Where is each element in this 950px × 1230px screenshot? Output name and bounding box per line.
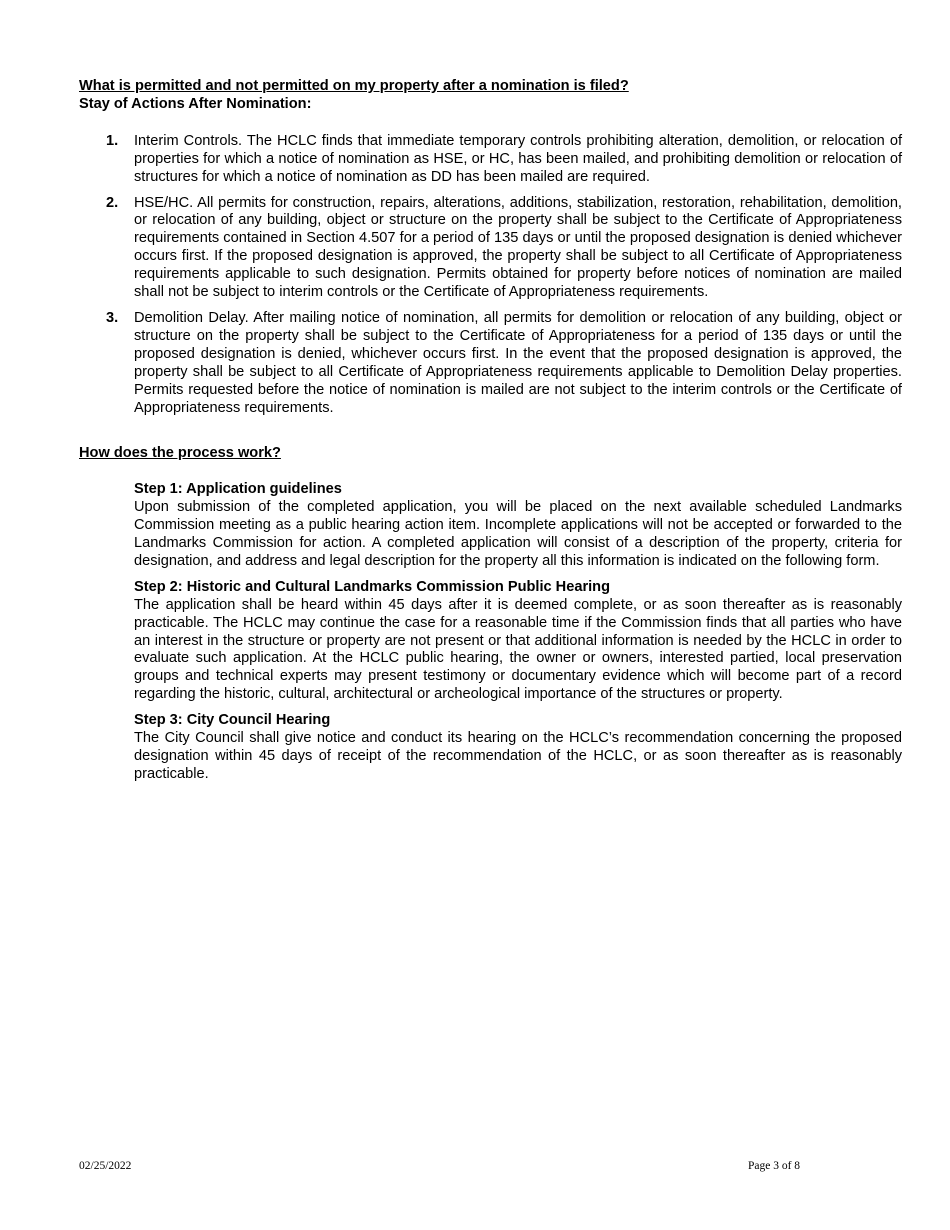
list-item-number: 1. (106, 132, 119, 149)
process-step (134, 579, 902, 704)
footer-date: 02/25/2022 (79, 1160, 132, 1172)
list-item-text: Interim Controls. The HCLC finds that immediate temporary controls prohibiting alteration, demolition, or relocation of properties for which a notice of nomination as HSE, or HC, has been mailed, and prohibiting demolition or relocation of structures for which a notice of nomination as DD has been mailed are required. (134, 132, 902, 185)
footer-page-number: Page 3 of 8 (748, 1160, 801, 1172)
section-heading-process: How does the process work? (79, 445, 281, 462)
stay-of-actions-list (79, 133, 902, 418)
list-item (79, 310, 902, 417)
process-steps (134, 481, 902, 784)
section-heading-permitted: What is permitted and not permitted on my property after a nomination is filed? (79, 78, 629, 94)
step-body: The application shall be heard within 45 days after it is deemed complete, or as soon thereafter as is reasonably practicable. The HCLC may continue the case for a reasonable time if the Commission finds that all parties who have an interest in the structure or property are not present or that additional information is needed by the HCLC in order to evaluate such application. At the HCLC public hearing, the owner or owners, interested partied, local preservation groups and technical experts may present testimony or documentary evidence which will become part of a record regarding the historic, cultural, architectural or archeological importance of the structures or property. (134, 596, 902, 703)
step-body: Upon submission of the completed application, you will be placed on the next available scheduled Landmarks Commission meeting as a public hearing action item. Incomplete applications will not be accepted or forwarded to the Landmarks Commission for action. A completed application will consist of a description of the property, criteria for designation, and address and legal description for the property all this information is indicated on the following form. (134, 499, 902, 569)
document-page (79, 78, 902, 792)
process-step (134, 481, 902, 571)
list-item-number: 2. (106, 194, 119, 211)
step-title: Step 1: Application guidelines (134, 481, 342, 498)
step-title: Step 2: Historic and Cultural Landmarks Commission Public Hearing (134, 578, 611, 595)
step-body: The City Council shall give notice and conduct its hearing on the HCLC’s recommendation concerning the proposed designation within 45 days of receipt of the recommendation of the HCLC, or as soon thereafter as is reasonably practicable. (134, 730, 902, 782)
list-item (79, 195, 902, 302)
step-title: Step 3: City Council Hearing (134, 712, 331, 729)
process-step (134, 712, 902, 784)
section-subheading-stay: Stay of Actions After Nomination: (79, 95, 312, 112)
list-item-number: 3. (106, 309, 119, 326)
list-item-text: HSE/HC. All permits for construction, repairs, alterations, additions, stabilization, restoration, rehabilitation, demolition, or relocation of any building, object or structure on the property shall be subject to the Certificate of Appropriateness requirements contained in Section 4.507 for a period of 135 days or until the proposed designation is denied whichever occurs first. If the proposed designation is approved, the property shall be subject to all Certificate of Appropriateness requirements applicable to such designation. Permits obtained for property before notices of nomination are mailed shall not be subject to interim controls or the Certificate of Appropriateness requirements. (134, 194, 902, 301)
list-item-text: Demolition Delay. After mailing notice of nomination, all permits for demolition or relocation of any building, object or structure on the property shall be subject to the Certificate of Appropriateness for a period of 135 days or until the proposed designation is denied, whichever occurs first. In the event that the proposed designation is approved, the property shall be subject to all Certificate of Appropriateness requirements applicable to Demolition Delay properties. Permits requested before the notice of nomination is mailed are not subject to the interim controls or the Certificate of Appropriateness requirements. (134, 309, 902, 416)
list-item (79, 133, 902, 187)
